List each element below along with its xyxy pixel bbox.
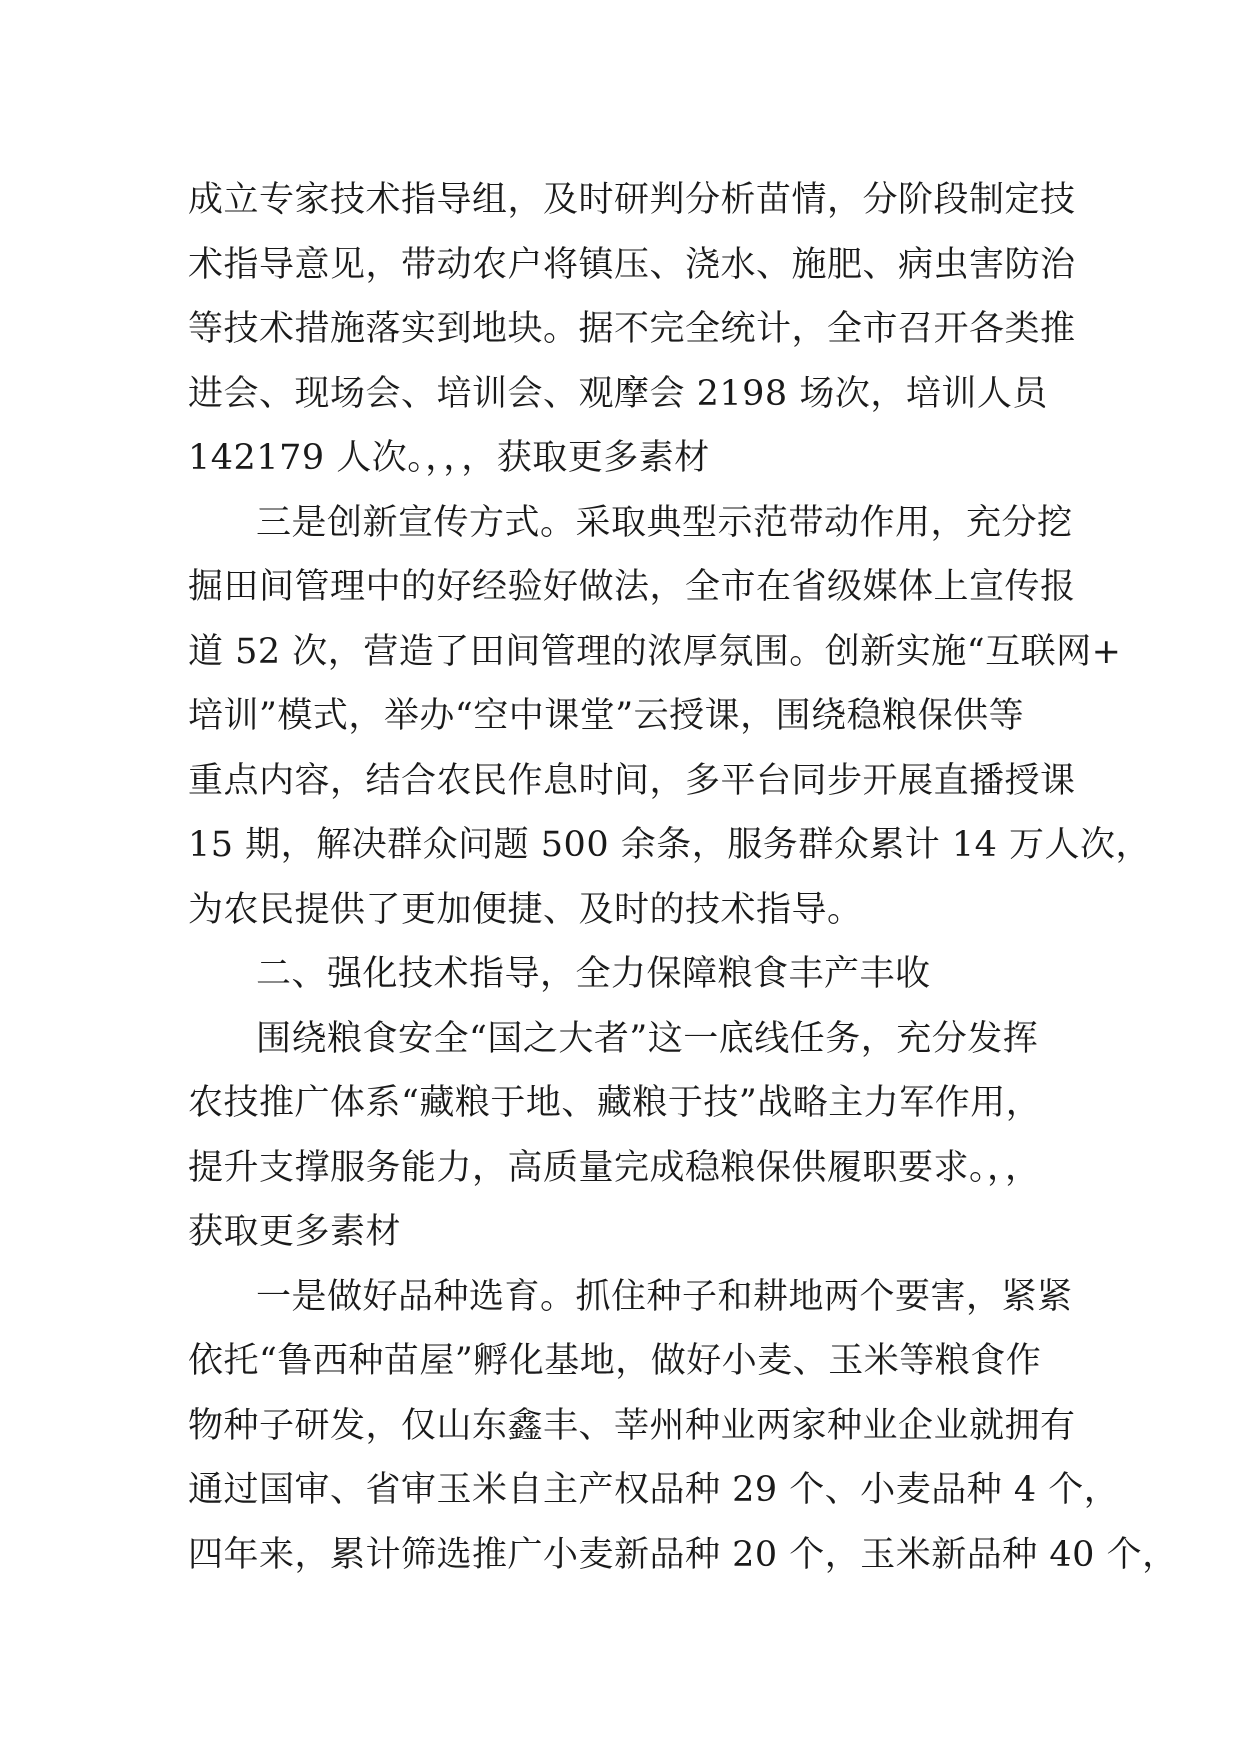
text-line: 成立专家技术指导组，及时研判分析苗情，分阶段制定技 [188, 180, 1076, 220]
text-line: 四年来，累计筛选推广小麦新品种 20 个，玉米新品种 40 个， [188, 1534, 1178, 1575]
text-line: 142179 人次。，，，获取更多素材 [188, 438, 710, 478]
text-line: 农技推广体系“藏粮于地、藏粮于技”战略主力军作用， [188, 1083, 1042, 1123]
text-line: 等技术措施落实到地块。据不完全统计，全市召开各类推 [188, 309, 1076, 349]
text-line: 重点内容，结合农民作息时间，多平台同步开展直播授课 [188, 760, 1076, 801]
text-line: 15 期，解决群众问题 500 余条，服务群众累计 14 万人次， [188, 825, 1152, 865]
text-line: 道 52 次，营造了田间管理的浓厚氛围。创新实施“互联网+ [188, 631, 1122, 672]
text-line: 一是做好品种选育。抓住种子和耕地两个要害，紧紧 [256, 1276, 1073, 1317]
text-line: 围绕粮食安全“国之大者”这一底线任务，充分发挥 [256, 1018, 1039, 1059]
text-line: 三是创新宣传方式。采取典型示范带动作用，充分挖 [256, 502, 1073, 543]
text-line: 术指导意见，带动农户将镇压、浇水、施肥、病虫害防治 [188, 244, 1076, 285]
text-line: 物种子研发，仅山东鑫丰、莘州种业两家种业企业就拥有 [188, 1405, 1076, 1446]
text-line: 获取更多素材 [188, 1212, 402, 1252]
body-text [188, 168, 1178, 1587]
text-line: 为农民提供了更加便捷、及时的技术指导。 [188, 889, 863, 930]
text-line: 进会、现场会、培训会、观摩会 2198 场次，培训人员 [188, 373, 1048, 414]
text-line: 通过国审、省审玉米自主产权品种 29 个、小麦品种 4 个， [188, 1470, 1120, 1510]
text-line: 培训”模式，举办“空中课堂”云授课，围绕稳粮保供等 [188, 696, 1025, 736]
text-line: 依托“鲁西种苗屋”孵化基地，做好小麦、玉米等粮食作 [188, 1341, 1042, 1381]
text-line: 提升支撑服务能力，高质量完成稳粮保供履职要求。，， [188, 1147, 1041, 1188]
text-line: 掘田间管理中的好经验好做法，全市在省级媒体上宣传报 [188, 567, 1076, 607]
section-heading: 二、强化技术指导，全力保障粮食丰产丰收 [256, 954, 931, 994]
